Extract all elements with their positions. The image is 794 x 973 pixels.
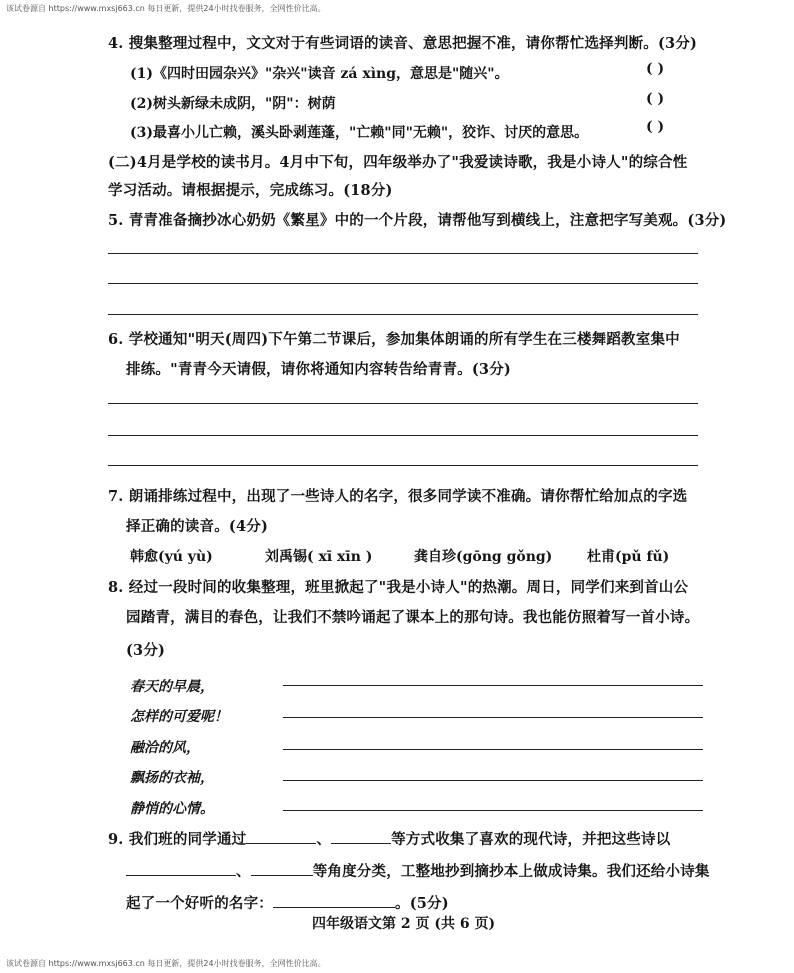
q9-line1-sep: 、: [316, 831, 332, 848]
q8-stem-line2: 园踏青，满目的春色，让我们不禁吟诵起了课本上的那句诗。我也能仿照着写一首小诗。: [126, 609, 700, 626]
q9-line2-sep: 、: [236, 863, 251, 880]
q6-answer-line-1[interactable]: [108, 403, 698, 404]
q8-score: (3分): [126, 642, 166, 659]
q9-line1: [108, 828, 670, 849]
q8-answer-line-1[interactable]: [283, 685, 703, 686]
q4-answer-3[interactable]: ( ): [646, 119, 665, 135]
q5-answer-line-1[interactable]: [108, 253, 698, 254]
q8-poem-line-5: 静悄的心情。: [130, 801, 214, 817]
q8-answer-line-3[interactable]: [283, 749, 703, 750]
q6-stem-line1: 6. 学校通知"明天(周四)下午第二节课后，参加集体朗诵的所有学生在三楼舞蹈教室集中: [108, 331, 680, 348]
q8-poem-line-4: 飘扬的衣袖，: [130, 770, 214, 786]
q5-answer-line-2[interactable]: [108, 283, 698, 284]
q8-poem-line-3: 融洽的风，: [130, 740, 200, 756]
q9-line3-prefix: 起了一个好听的名字：: [126, 895, 273, 912]
q8-answer-line-5[interactable]: [283, 810, 703, 811]
q8-poem-line-2: 怎样的可爱呢！: [130, 709, 228, 725]
page-footer: 四年级语文第 2 页 (共 6 页): [312, 916, 496, 932]
q4-stem: 4. 搜集整理过程中，文文对于有些词语的读音、意思把握不准，请你帮忙选择判断。(3分): [108, 35, 698, 52]
q9-blank-1[interactable]: [246, 843, 316, 844]
q9-line3: [126, 892, 449, 913]
q9-line2: [126, 860, 710, 881]
q8-stem-line1: 8. 经过一段时间的收集整理，班里掀起了"我是小诗人"的热潮。周日，同学们来到首山公: [108, 579, 689, 596]
section2-intro-line2: 学习活动。请根据提示，完成练习。(18分): [108, 182, 393, 199]
q8-answer-line-4[interactable]: [283, 780, 703, 781]
q9-line1-suffix: 等方式收集了喜欢的现代诗，并把这些诗以: [391, 831, 671, 848]
q7-stem-line2: 择正确的读音。(4分): [126, 518, 269, 535]
q7-name-liuyuxi[interactable]: 刘禹锡( xī xīn ): [265, 549, 373, 565]
q4-item-2: (2)树头新绿未成阴，"阴"：树荫: [130, 96, 336, 112]
q9-blank-5[interactable]: [273, 907, 395, 908]
q7-name-dufu[interactable]: 杜甫(pǔ fǔ): [587, 549, 670, 565]
q9-line2-suffix: 等角度分类，工整地抄到摘抄本上做成诗集。我们还给小诗集: [312, 863, 710, 880]
q6-stem-line2: 排练。"青青今天请假，请你将通知内容转告给青青。(3分): [126, 361, 511, 378]
q6-answer-line-3[interactable]: [108, 465, 698, 466]
q4-answer-1[interactable]: ( ): [646, 61, 665, 77]
q5-stem: 5. 青青准备摘抄冰心奶奶《繁星》中的一个片段，请帮他写到横线上，注意把字写美观。(3分): [108, 212, 727, 229]
q9-blank-4[interactable]: [251, 875, 313, 876]
q9-blank-3[interactable]: [126, 875, 236, 876]
q4-item-3: (3)最喜小儿亡赖，溪头卧剥莲蓬，"亡赖"同"无赖"，狡诈、讨厌的意思。: [130, 125, 589, 141]
q6-answer-line-2[interactable]: [108, 435, 698, 436]
watermark-bottom: 该试卷源自 https://www.mxsj663.cn 每日更新，提供24小时找卷服务，全网性价比高。: [6, 959, 326, 968]
q9-line1-prefix: 9. 我们班的同学通过: [108, 831, 247, 848]
q7-name-gongzizhen[interactable]: 龚自珍(gōng gǒng): [414, 549, 553, 565]
q8-poem-line-1: 春天的早晨，: [130, 679, 214, 695]
q5-answer-line-3[interactable]: [108, 314, 698, 315]
q4-answer-2[interactable]: ( ): [646, 91, 665, 107]
section2-intro-line1: (二)4月是学校的读书月。4月中下旬，四年级举办了"我爱读诗歌，我是小诗人"的综合性: [108, 154, 688, 171]
q8-answer-line-2[interactable]: [283, 717, 703, 718]
q7-stem-line1: 7. 朗诵排练过程中，出现了一些诗人的名字，很多同学读不准确。请你帮忙给加点的字选: [108, 488, 688, 505]
watermark-top: 该试卷源自 https://www.mxsj663.cn 每日更新，提供24小时找卷服务，全网性价比高。: [6, 4, 326, 13]
q9-blank-2[interactable]: [331, 843, 391, 844]
q4-item-1: (1)《四时田园杂兴》"杂兴"读音 zá xìng，意思是"随兴"。: [130, 66, 509, 82]
q9-line3-suffix: 。(5分): [395, 895, 449, 912]
q7-name-hanyu[interactable]: 韩愈(yú yù): [130, 549, 213, 565]
